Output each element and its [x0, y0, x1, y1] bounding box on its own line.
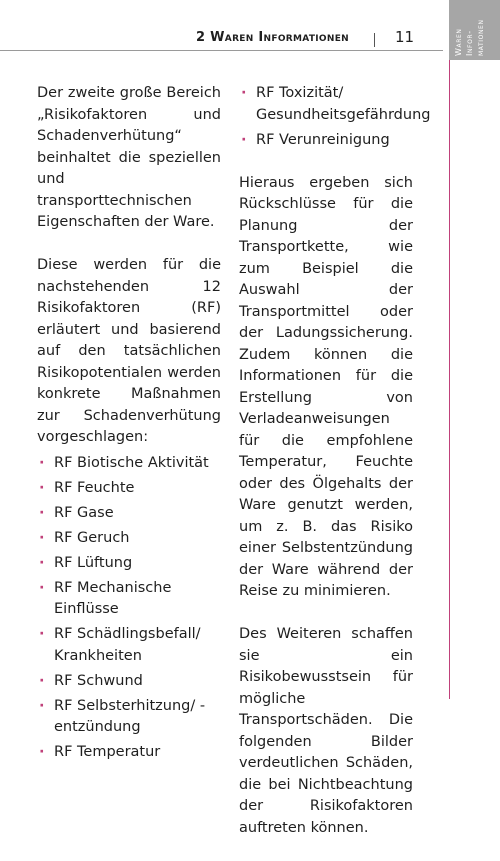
thumb-tab-label: Waren Infor- mationen — [454, 19, 485, 56]
bullet-icon: · — [39, 529, 45, 546]
bullet-icon: · — [39, 672, 45, 689]
risk-factor-paragraph: Diese werden für die nachstehenden 12 Risikofaktoren (RF) erläutert und basierend auf den tatsächlichen Risikopotentialen werden konkrete Maßnahmen zur Schadenverhütung vorgeschlagen: — [37, 257, 221, 445]
conclusion-paragraph: Hieraus ergeben sich Rückschlüsse für die Planung der Transportkette, wie zum Beispiel die Auswahl der Transportmittel oder der Ladungssicherung. Zudem können die Informationen für die Erstellung von Verladeanweisungen für die empfohlene Temperatur, Feuchte oder des Ölgehalts der Ware genutzt werden, um z. B. das Risiko einer Selbstentzündung der Ware während der Reise zu minimieren. — [239, 174, 413, 599]
bullet-icon: · — [39, 626, 45, 642]
intro-paragraph: Der zweite große Bereich „Risikofaktoren und Schadenverhütung“ beinhaltet die speziellen und transporttechnischen Eigenschaften der Ware. — [37, 85, 221, 230]
list-item: · RF Mechanische Einflüsse — [39, 579, 172, 617]
bullet-icon: · — [39, 454, 45, 471]
right-column — [239, 83, 431, 861]
list-item: · RF Temperatur — [37, 742, 221, 764]
chapter-title: 2 Waren Informationen — [196, 30, 349, 45]
list-item: · RF Toxizität/ Gesundheitsgefährdung — [241, 85, 431, 123]
bullet-icon: · — [241, 131, 247, 148]
list-item: · RF Selbsterhitzung/ -entzündung — [39, 697, 206, 735]
bullet-icon: · — [241, 85, 247, 101]
header-separator — [374, 33, 375, 47]
bullet-icon: · — [39, 697, 45, 714]
list-item: · RF Biotische Aktivität — [37, 453, 221, 475]
bullet-icon: · — [39, 479, 45, 496]
bullet-icon: · — [39, 504, 45, 521]
list-item: · RF Geruch — [37, 528, 221, 550]
list-item: · RF Verunreinigung — [239, 130, 413, 152]
bullet-icon: · — [39, 554, 45, 571]
risk-factor-list-continued — [239, 83, 431, 151]
list-item: · RF Gase — [37, 503, 221, 525]
awareness-paragraph: Des Weiteren schaffen sie ein Risikobewusstsein für mögliche Transportschäden. Die folgenden Bilder verdeutlichen Schäden, die bei Nichtbeachtung der Risikofaktoren auftreten können. — [239, 626, 413, 836]
list-item: · RF Schwund — [37, 671, 221, 693]
bullet-icon: · — [39, 744, 45, 760]
page-header — [0, 0, 500, 60]
left-column — [37, 83, 221, 767]
bullet-icon: · — [39, 579, 45, 596]
page-number: 11 — [395, 28, 415, 46]
list-item: · RF Feuchte — [37, 478, 221, 500]
chapter-thumb-tab[interactable] — [449, 0, 500, 60]
list-item: · RF Schädlingsbefall/ Krankheiten — [39, 626, 201, 664]
header-rule — [0, 50, 443, 51]
page-edge-rule — [449, 60, 450, 699]
risk-factor-list — [37, 453, 221, 764]
list-item: · RF Lüftung — [37, 553, 221, 575]
